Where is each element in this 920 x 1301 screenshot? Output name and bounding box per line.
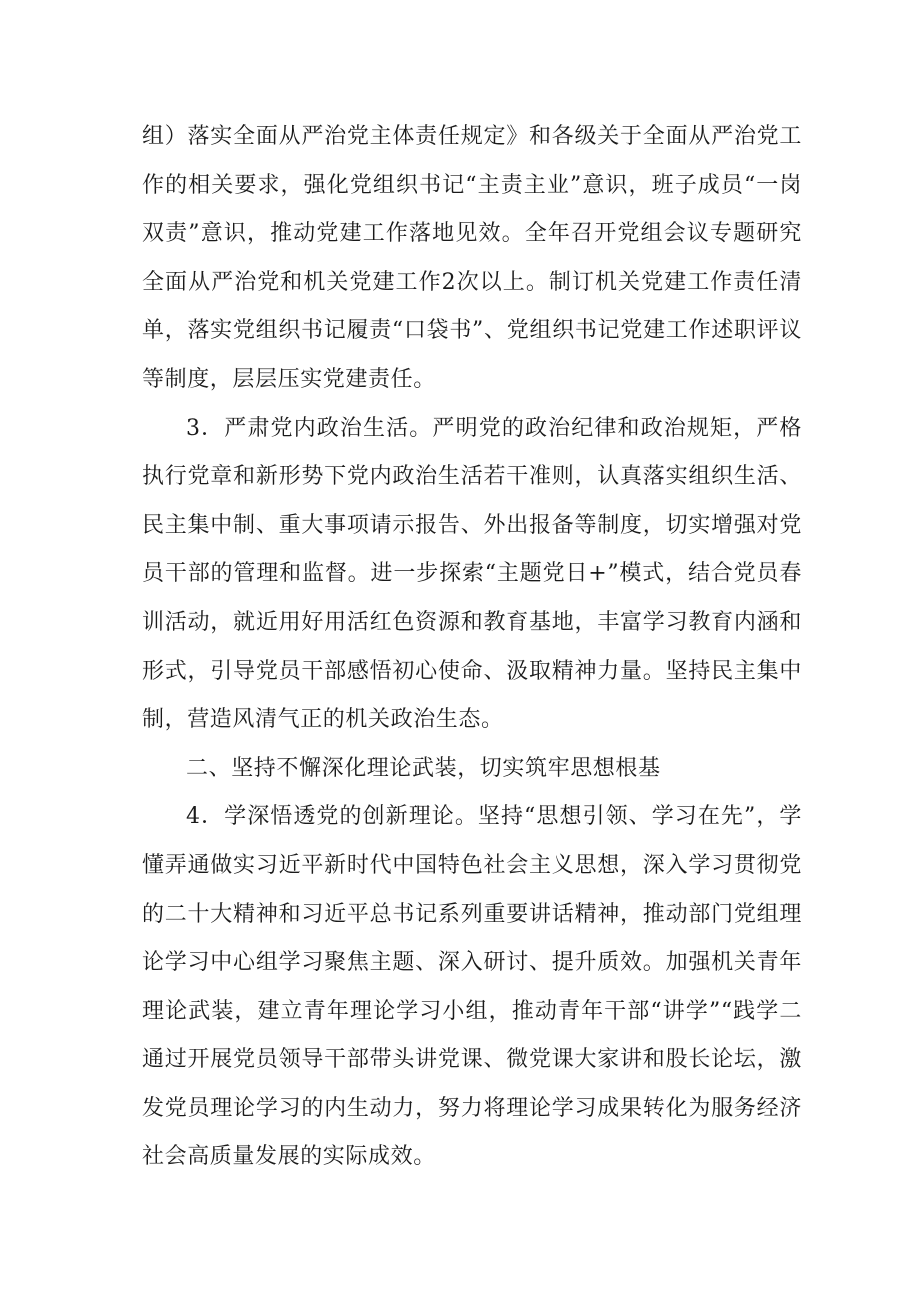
paragraph-item-4: 4．学深悟透党的创新理论。坚持“思想引领、学习在先”，学懂弄通做实习近平新时代中国特色社会主义思想，深入学习贯彻党的二十大精神和习近平总书记系列重要讲话精神，推动部门党组理论学习中心组学习聚焦主题、深入研讨、提升质效。加强机关青年理论武装，建立青年理论学习小组，推动青年干部“讲学”“践学二通过开展党员领导干部带头讲党课、微党课大家讲和股长论坛，激发党员理论学习的内生动力，努力将理论学习成果转化为服务经济社会高质量发展的实际成效。 xyxy=(142,804,802,1170)
paragraph-continuation: 组）落实全面从严治党主体责任规定》和各级关于全面从严治党工作的相关要求，强化党组织书记“主责主业”意识，班子成员“一岗双责”意识，推动党建工作落地见效。全年召开党组会议专题研究全面从严治党和机关党建工作2次以上。制订机关党建工作责任清单，落实党组织书记履责“口袋书”、党组织书记党建工作述职评议等制度，层层压实党建责任。 xyxy=(142,124,802,392)
paragraph-item-3: 3．严肃党内政治生活。严明党的政治纪律和政治规矩，严格执行党章和新形势下党内政治生活若干准则，认真落实组织生活、民主集中制、重大事项请示报告、外出报备等制度，切实增强对党员干部的管理和监督。进一步探索“主题党日+”模式，结合党员春训活动，就近用好用活红色资源和教育基地，丰富学习教育内涵和形式，引导党员干部感悟初心使命、汲取精神力量。坚持民主集中制，营造风清气正的机关政治生态。 xyxy=(142,415,802,733)
document-body xyxy=(142,113,802,1182)
section-heading-2: 二、坚持不懈深化理论武装，切实筑牢思想根基 xyxy=(186,755,661,781)
